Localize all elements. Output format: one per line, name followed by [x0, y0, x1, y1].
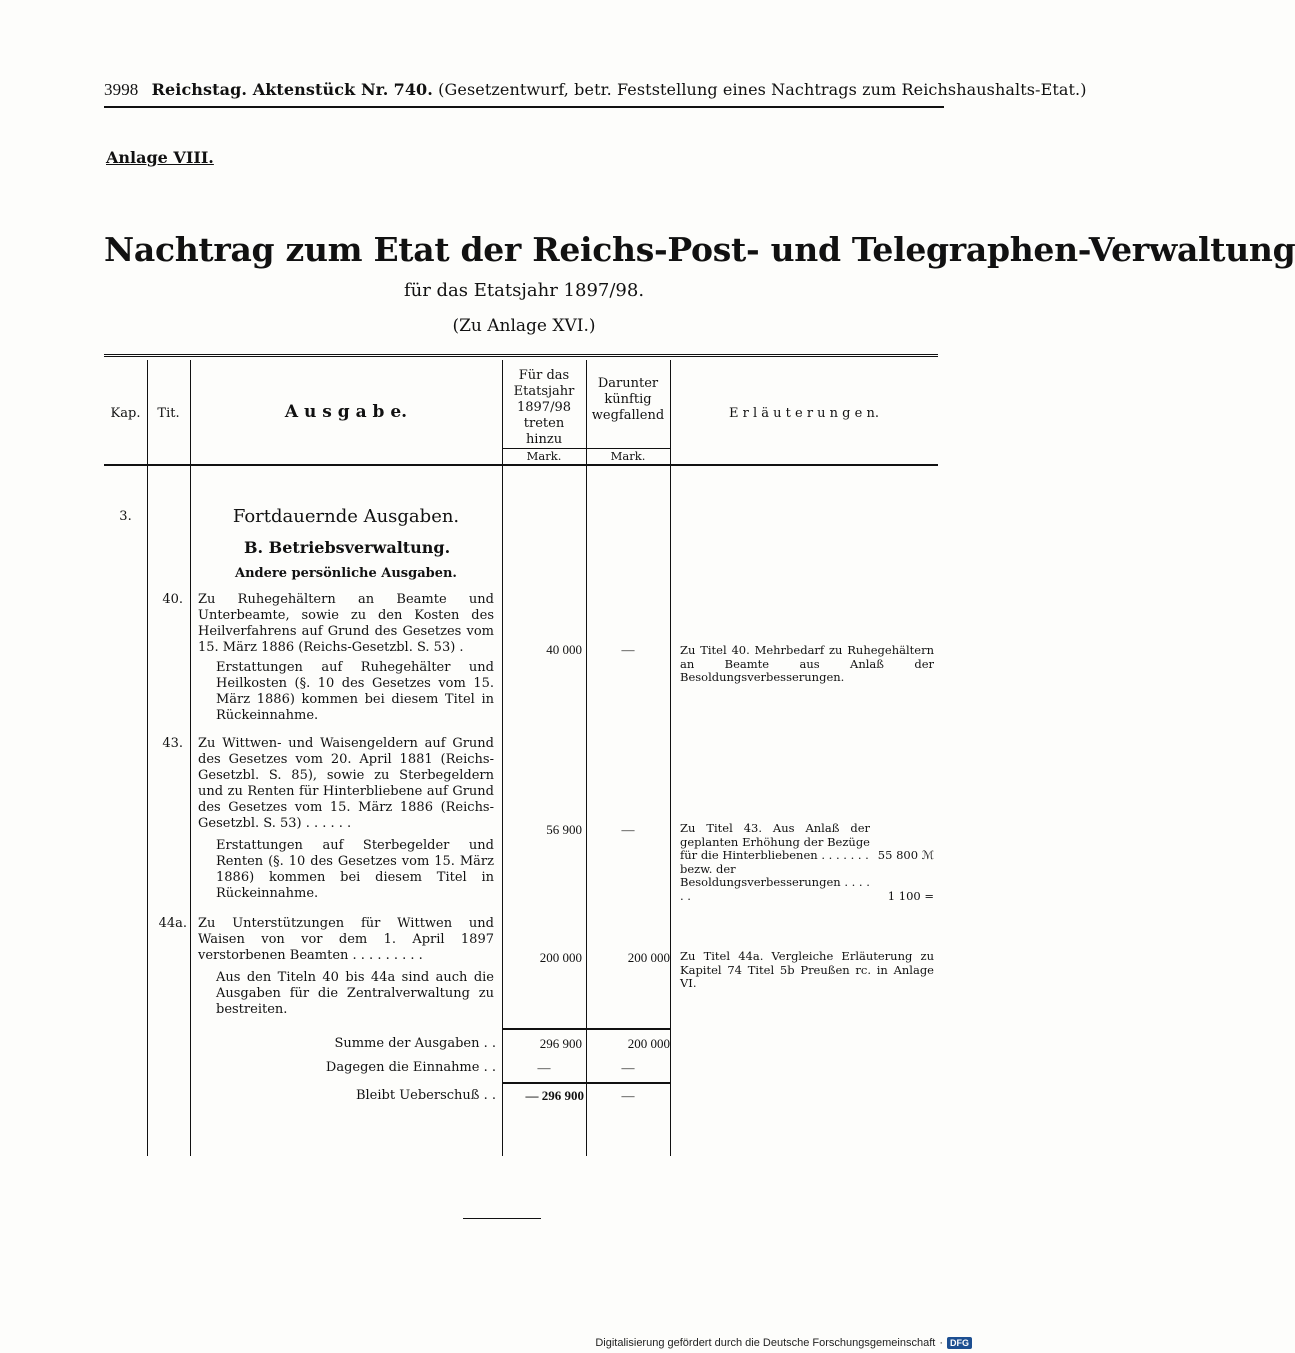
- erlaeuterung-line-text: bezw. der Besoldungsverbesserungen . . . . . .: [680, 861, 870, 903]
- page-number: 3998: [104, 80, 139, 99]
- col-rule-kap: [147, 360, 148, 1156]
- digitization-footer: Digitalisierung gefördert durch die Deutsche Forschungsgemeinschaft · DFG: [595, 1337, 972, 1349]
- summary-amount-einnahme: —: [537, 1060, 551, 1075]
- budget-table: [104, 354, 938, 1154]
- row-43-text: Zu Wittwen- und Waisengeldern auf Grund des Gesetzes vom 20. April 1881 (Reichs-Gesetzbl. S. 85), sowie zu Sterbegeldern und zu Renten für Hinterbliebene auf Grund des Gesetzes vom 15. März 1886 (Reichs-Gesetzbl. S. 53) . . . . . .: [198, 736, 494, 831]
- page-subsubtitle: (Zu Anlage XVI.): [452, 316, 596, 336]
- summary-amount-summe: 296 900: [539, 1036, 582, 1051]
- row-43-erlaeuterung-line-2: [680, 863, 934, 904]
- summary-wegfallend-summe: 200 000: [627, 1036, 670, 1051]
- header-kap: Kap.: [110, 406, 141, 421]
- row-43-note: Erstattungen auf Sterbegelder und Renten (§. 10 des Gesetzes vom 15. März 1886) kommen bei diesem Titel in Rückeinnahme.: [216, 838, 494, 901]
- section-title: Fortdauernde Ausgaben.: [232, 506, 460, 527]
- row-40-erlaeuterung: Zu Titel 40. Mehrbedarf zu Ruhegehältern an Beamte aus Anlaß der Besoldungsverbesserungen.: [680, 643, 934, 684]
- row-44a-note: Aus den Titeln 40 bis 44a sind auch die Ausgaben für die Zentralverwaltung zu bestreiten.: [216, 970, 494, 1017]
- summary-label-summe: Summe der Ausgaben . .: [334, 1036, 496, 1051]
- sum-rule-top: [502, 1028, 670, 1030]
- erlaeuterung-line-value: 55 800 ℳ: [877, 848, 934, 862]
- kap-number: 3.: [119, 509, 132, 524]
- table-header-rule: [104, 464, 938, 466]
- footer-text: Digitalisierung gefördert durch die Deutsche Forschungsgemeinschaft: [595, 1337, 936, 1349]
- row-40-amount: 40 000: [546, 642, 582, 657]
- footer-rule: [463, 1218, 541, 1219]
- summary-wegfallend-ueberschuss: —: [621, 1088, 635, 1103]
- row-43-tit: 43.: [162, 736, 183, 751]
- summary-label-ueberschuss: Bleibt Ueberschuß . .: [355, 1088, 496, 1103]
- row-40-text: Zu Ruhegehältern an Beamte und Unterbeamte, sowie zu den Kosten des Heilverfahrens auf Grund des Gesetzes vom 15. März 1886 (Reichs-Gesetzbl. S. 53) .: [198, 592, 494, 655]
- row-43-erlaeuterung: [680, 822, 934, 903]
- header-mark-2: Mark.: [610, 449, 646, 463]
- header-source: Reichstag. Aktenstück Nr.: [151, 80, 389, 99]
- page-title: Nachtrag zum Etat der Reichs-Post- und Telegraphen-Verwaltung: [104, 230, 1295, 269]
- summary-wegfallend-einnahme: —: [621, 1060, 635, 1075]
- row-44a-text: Zu Unterstützungen für Wittwen und Waisen von vor dem 1. April 1897 verstorbenen Beamten . . . . . . . . .: [198, 916, 494, 963]
- col-rule-wegfallend: [670, 360, 671, 1156]
- row-40-note: Erstattungen auf Ruhegehälter und Heilkosten (§. 10 des Gesetzes vom 15. März 1886) kommen bei diesem Titel in Rückeinnahme.: [216, 660, 494, 723]
- subsection-title: B. Betriebsverwaltung.: [244, 538, 451, 557]
- page-subtitle: für das Etatsjahr 1897/98.: [403, 280, 645, 301]
- row-44a-erlaeuterung: Zu Titel 44a. Vergleiche Erläuterung zu Kapitel 74 Titel 5b Preußen rc. in Anlage VI.: [680, 949, 934, 990]
- erlaeuterung-line-value: 1 100 =: [887, 888, 934, 903]
- row-43-amount: 56 900: [546, 822, 582, 837]
- header-tit: Tit.: [157, 406, 180, 421]
- table-top-rule: [104, 354, 938, 357]
- header-number: 740.: [393, 80, 433, 99]
- row-40-wegfallend: —: [621, 642, 635, 657]
- row-43-wegfallend: —: [621, 822, 635, 837]
- anlage-label: Anlage VIII.: [106, 148, 214, 167]
- header-fuer-das: Für das Etatsjahr 1897/98 treten hinzu: [513, 368, 575, 447]
- row-43-erlaeuterung-line-1: [680, 822, 934, 863]
- header-mark-1: Mark.: [526, 449, 562, 463]
- erlaeuterung-line-text: Zu Titel 43. Aus Anlaß der geplanten Erhöhung der Bezüge für die Hinterbliebenen . . . . . . .: [680, 821, 870, 862]
- header-rule: [104, 106, 944, 108]
- header-erlaeuterungen: E r l ä u t e r u n g e n.: [729, 406, 879, 421]
- header-darunter: Darunter künftig wegfallend: [591, 376, 665, 423]
- row-44a-tit: 44a.: [158, 916, 187, 931]
- summary-amount-ueberschuss: — 296 900: [525, 1088, 584, 1103]
- sum-rule-bottom: [502, 1082, 670, 1084]
- running-header: [104, 80, 1087, 100]
- row-40-tit: 40.: [162, 592, 183, 607]
- row-44a-amount: 200 000: [539, 950, 582, 965]
- header-ausgabe: A u s g a b e.: [284, 402, 408, 422]
- row-44a-wegfallend: 200 000: [627, 950, 670, 965]
- subsubsection-title: Andere persönliche Ausgaben.: [235, 566, 457, 581]
- summary-label-einnahme: Dagegen die Einnahme . .: [325, 1060, 496, 1075]
- dfg-logo-icon: DFG: [947, 1337, 972, 1349]
- header-subject: (Gesetzentwurf, betr. Feststellung eines Nachtrags zum Reichshaushalts-Etat.): [438, 80, 1087, 99]
